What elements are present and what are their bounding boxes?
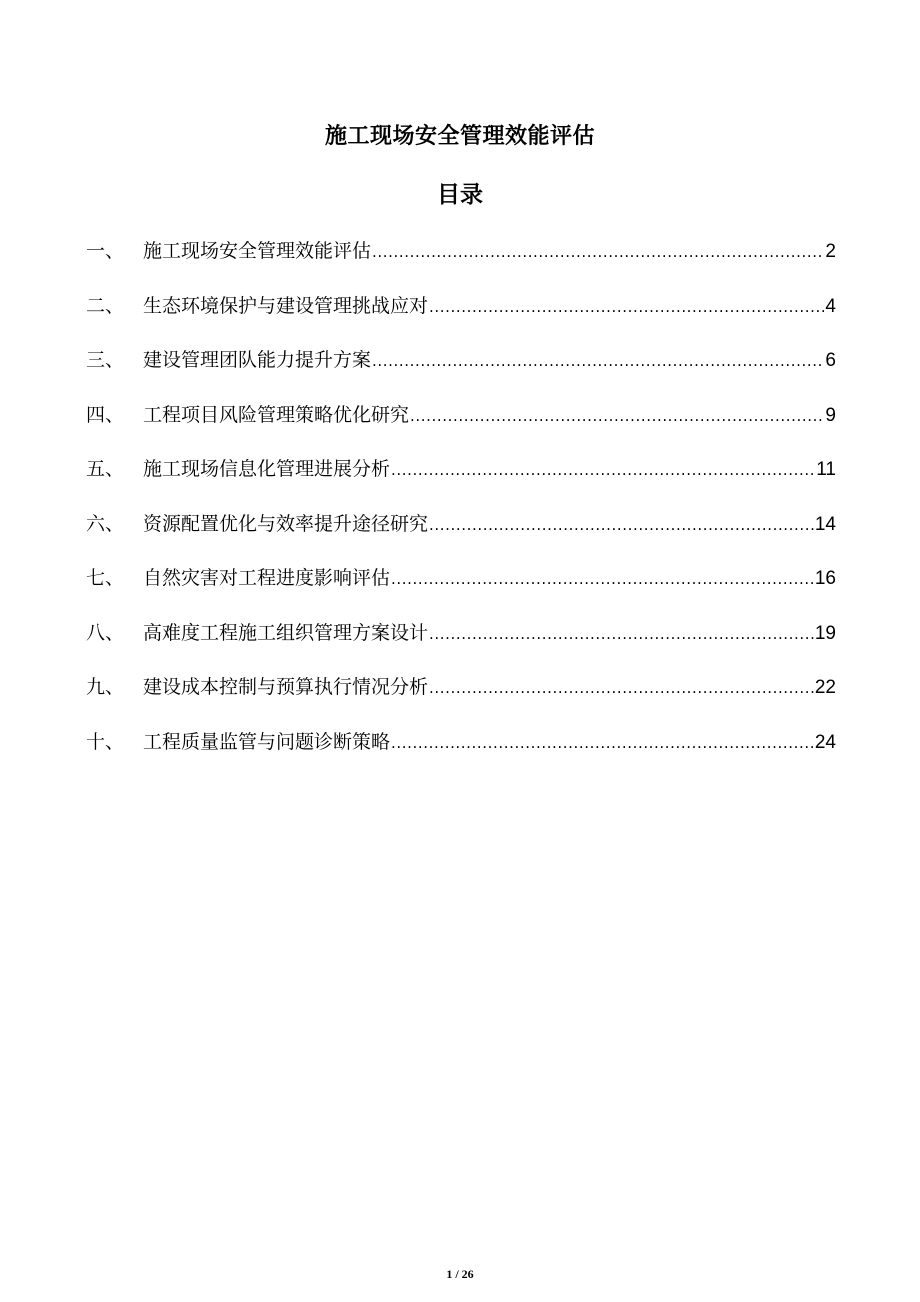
toc-entry-number: 六、 bbox=[86, 512, 125, 535]
toc-dot-leader bbox=[429, 620, 814, 648]
toc-dot-leader bbox=[391, 729, 814, 757]
toc-entry[interactable] bbox=[86, 673, 836, 728]
toc-entry-page: 24 bbox=[814, 731, 836, 753]
toc-entry-page: 9 bbox=[825, 404, 836, 426]
toc-entry-page: 19 bbox=[814, 622, 836, 644]
toc-entry-title: 工程质量监管与问题诊断策略 bbox=[143, 730, 391, 753]
toc-dot-leader bbox=[429, 293, 824, 321]
toc-entry-title: 生态环境保护与建设管理挑战应对 bbox=[143, 294, 429, 317]
toc-entry-number: 七、 bbox=[86, 567, 125, 589]
toc-entry-number: 五、 bbox=[86, 458, 125, 480]
toc-entry-title: 建设成本控制与预算执行情况分析 bbox=[143, 676, 429, 698]
toc-entry-title: 建设管理团队能力提升方案 bbox=[143, 349, 372, 371]
toc-heading: 目录 bbox=[437, 182, 483, 208]
toc-entry-number: 十、 bbox=[86, 730, 125, 753]
toc-entry[interactable] bbox=[86, 728, 836, 783]
toc-entry-title: 工程项目风险管理策略优化研究 bbox=[143, 403, 410, 426]
toc-dot-leader bbox=[391, 565, 814, 593]
toc-entry[interactable] bbox=[86, 292, 836, 347]
toc-entry-number: 一、 bbox=[86, 240, 125, 262]
toc-dot-leader bbox=[372, 238, 824, 266]
toc-entry-number: 四、 bbox=[86, 403, 125, 426]
toc-dot-leader bbox=[429, 674, 814, 702]
toc-entry[interactable] bbox=[86, 237, 836, 292]
toc-dot-leader bbox=[391, 456, 815, 484]
toc-entry-title: 施工现场信息化管理进展分析 bbox=[143, 458, 391, 480]
toc-entry-page: 11 bbox=[816, 459, 836, 480]
toc-entry-page: 4 bbox=[825, 295, 836, 317]
toc-entry-page: 2 bbox=[825, 241, 836, 262]
toc-entry-number: 九、 bbox=[86, 676, 125, 698]
page-number-footer: 1 / 26 bbox=[446, 1267, 474, 1281]
toc-entry-page: 14 bbox=[814, 513, 836, 535]
toc-dot-leader bbox=[410, 402, 824, 430]
toc-entry-page: 22 bbox=[814, 677, 836, 698]
toc-entry[interactable] bbox=[86, 619, 836, 674]
toc-entry-title: 自然灾害对工程进度影响评估 bbox=[143, 567, 391, 589]
toc-entry-title: 高难度工程施工组织管理方案设计 bbox=[143, 621, 429, 644]
table-of-contents bbox=[86, 237, 836, 782]
toc-entry[interactable] bbox=[86, 346, 836, 401]
toc-entry[interactable] bbox=[86, 564, 836, 619]
toc-entry-title: 施工现场安全管理效能评估 bbox=[143, 240, 372, 262]
toc-entry-number: 八、 bbox=[86, 621, 125, 644]
toc-entry-page: 6 bbox=[825, 350, 836, 371]
toc-entry[interactable] bbox=[86, 510, 836, 565]
toc-entry-number: 二、 bbox=[86, 294, 125, 317]
toc-dot-leader bbox=[372, 347, 824, 375]
toc-entry[interactable] bbox=[86, 401, 836, 456]
toc-entry[interactable] bbox=[86, 455, 836, 510]
toc-entry-title: 资源配置优化与效率提升途径研究 bbox=[143, 512, 429, 535]
toc-entry-page: 16 bbox=[814, 568, 836, 589]
document-title: 施工现场安全管理效能评估 bbox=[324, 124, 595, 149]
toc-dot-leader bbox=[429, 511, 814, 539]
toc-entry-number: 三、 bbox=[86, 349, 125, 371]
